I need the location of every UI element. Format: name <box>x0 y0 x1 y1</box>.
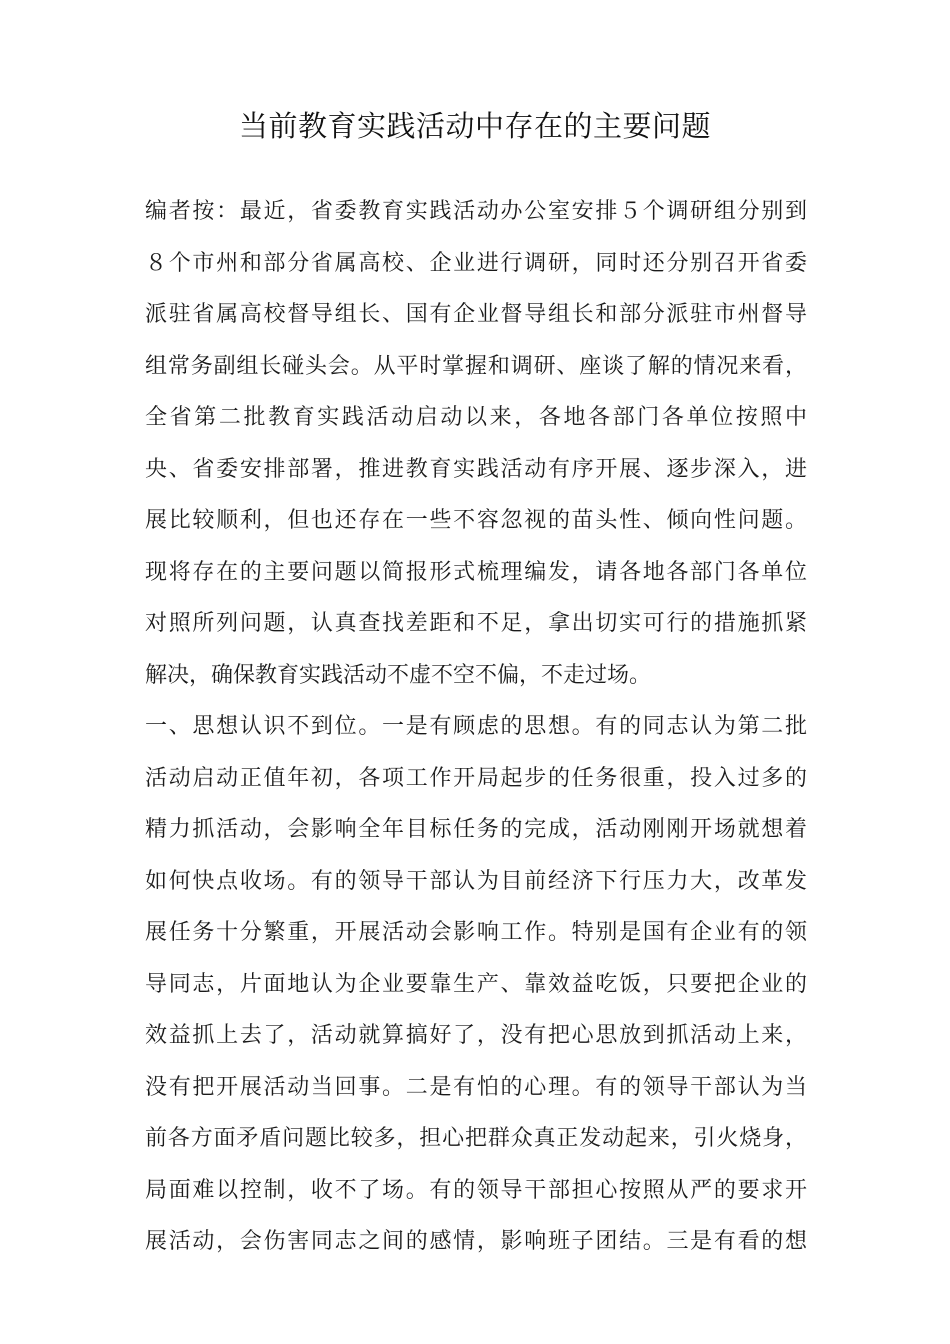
document-title: 当前教育实践活动中存在的主要问题 <box>238 109 711 143</box>
text-line: 前各方面矛盾问题比较多，担心把群众真正发动起来，引火烧身， <box>145 1126 807 1151</box>
text-line: 派驻省属高校督导组长、国有企业督导组长和部分派驻市州督导 <box>145 302 807 327</box>
paragraph <box>145 701 807 1268</box>
text-line: 解决，确保教育实践活动不虚不空不偏，不走过场。 <box>145 662 652 688</box>
paragraph <box>145 186 807 701</box>
text-line: 导同志，片面地认为企业要靠生产、靠效益吃饭，只要把企业的 <box>145 971 807 997</box>
document-body <box>145 186 807 1268</box>
text-line: 组常务副组长碰头会。从平时掌握和调研、座谈了解的情况来看， <box>145 353 807 379</box>
text-line: 央、省委安排部署，推进教育实践活动有序开展、逐步深入，进 <box>145 456 807 482</box>
text-line: 活动启动正值年初，各项工作开局起步的任务很重，投入过多的 <box>145 765 807 791</box>
text-line: 展比较顺利，但也还存在一些不容忽视的苗头性、倾向性问题。 <box>145 508 807 533</box>
text-line: 一、思想认识不到位。一是有顾虑的思想。有的同志认为第二批 <box>145 714 807 739</box>
text-line: 精力抓活动，会影响全年目标任务的完成，活动刚刚开场就想着 <box>145 817 807 842</box>
text-line: 如何快点收场。有的领导干部认为目前经济下行压力大，改革发 <box>145 868 807 894</box>
text-line: 对照所列问题，认真查找差距和不足，拿出切实可行的措施抓紧 <box>145 611 807 636</box>
text-line: 没有把开展活动当回事。二是有怕的心理。有的领导干部认为当 <box>145 1074 807 1100</box>
text-line: 全省第二批教育实践活动启动以来，各地各部门各单位按照中 <box>145 405 807 430</box>
text-line: 局面难以控制，收不了场。有的领导干部担心按照从严的要求开 <box>145 1177 807 1203</box>
text-line: 现将存在的主要问题以简报形式梳理编发，请各地各部门各单位 <box>145 559 807 585</box>
text-line: 展活动，会伤害同志之间的感情，影响班子团结。三是有看的想 <box>145 1229 807 1254</box>
text-line: 效益抓上去了，活动就算搞好了，没有把心思放到抓活动上来， <box>145 1023 807 1048</box>
text-line: 编者按：最近，省委教育实践活动办公室安排５个调研组分别到 <box>145 199 807 224</box>
text-line: 展任务十分繁重，开展活动会影响工作。特别是国有企业有的领 <box>145 920 807 945</box>
text-line: ８个市州和部分省属高校、企业进行调研，同时还分别召开省委 <box>145 250 807 276</box>
